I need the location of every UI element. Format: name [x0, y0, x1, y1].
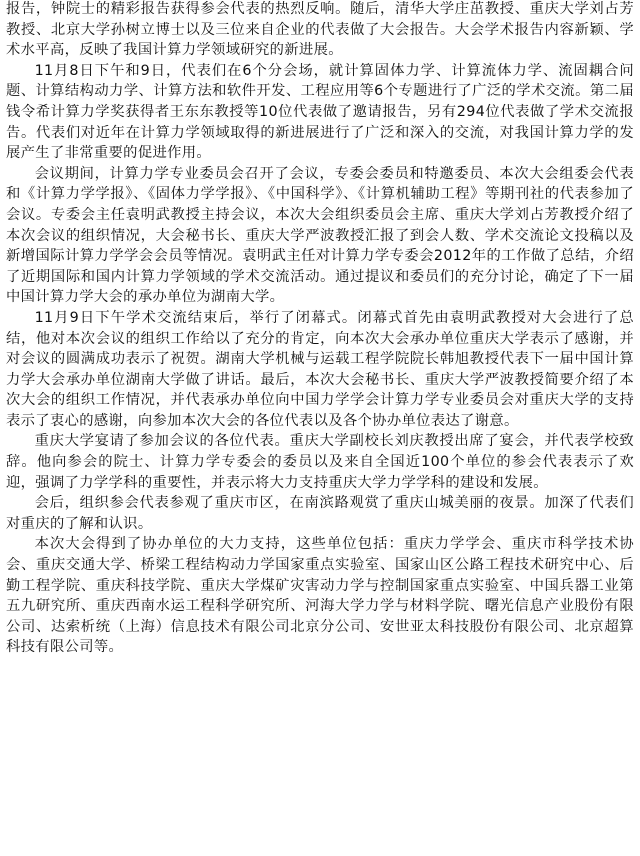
paragraph-committee-meeting: 会议期间，计算力学专业委员会召开了会议，专委会委员和特邀委员、本次大会组委会代表和《计算力学学报》、《固体力学学报》、《中国科学》、《计算机辅助工程》等期刊社的代表参加了会议。专委会主任袁明武教授主持会议，本次大会组织委员会主席、重庆大学刘占芳教授介绍了本次会议的组织情况，大会秘书长、重庆大学严波教授汇报了到会人数、学术交流论文投稿以及新增国际计算力学学会会员等情况。袁明武主任对计算力学专委会2012年的工作做了总结，介绍了近期国际和国内计算力学领域的学术交流活动。通过提议和委员们的充分讨论，确定了下一届中国计算力学大会的承办单位为湖南大学。 [6, 165, 634, 306]
paragraph-closing-ceremony: 11月9日下午学术交流结束后，举行了闭幕式。闭幕式首先由袁明武教授对大会进行了总结，他对本次会议的组织工作给以了充分的肯定，向本次大会承办单位重庆大学表示了感谢，并对会议的圆满成功表示了祝贺。湖南大学机械与运载工程学院院长韩旭教授代表下一届中国计算力学大会承办单位湖南大学做了讲话。最后，本次大会秘书长、重庆大学严波教授简要介绍了本次大会的组织工作情况，并代表承办单位向中国力学学会计算力学专业委员会对重庆大学的支持表示了衷心的感谢，向参加本次大会的各位代表以及各个协办单位表达了谢意。 [6, 309, 634, 429]
paragraph-city-tour: 会后，组织参会代表参观了重庆市区，在南滨路观赏了重庆山城美丽的夜景。加深了代表们对重庆的了解和认识。 [6, 495, 634, 532]
paragraph-banquet: 重庆大学宴请了参加会议的各位代表。重庆大学副校长刘庆教授出席了宴会，并代表学校致辞。他向参会的院士、计算力学专委会的委员以及来自全国近100个单位的参会代表表示了欢迎，强调了力学学科的重要性，并表示将大力支持重庆大学力学学科的建设和发展。 [6, 433, 634, 491]
paragraph-parallel-sessions: 11月8日下午和9日，代表们在6个分会场，就计算固体力学、计算流体力学、流固耦合问题、计算结构动力学、计算方法和软件开发、工程应用等6个专题进行了广泛的学术交流。第二届钱令希计算力学奖获得者王东东教授等10位代表做了邀请报告，另有294位代表做了学术交流报告。代表们对近年在计算力学领域取得的新进展进行了广泛和深入的交流，对我国计算力学的发展产生了非常重要的促进作用。 [6, 62, 634, 162]
paragraph-sponsors: 本次大会得到了协办单位的大力支持，这些单位包括：重庆力学学会、重庆市科学技术协会、重庆交通大学、桥梁工程结构动力学国家重点实验室、国家山区公路工程技术研究中心、后勤工程学院、重庆科技学院、重庆大学煤矿灾害动力学与控制国家重点实验室、中国兵器工业第五九研究所、重庆西南水运工程科学研究所、河海大学力学与材料学院、曙光信息产业股份有限公司、达索析统（上海）信息技术有限公司北京分公司、安世亚太科技股份有限公司、北京超算科技有限公司等。 [6, 536, 634, 656]
paragraph-reports-summary: 报告，钟院士的精彩报告获得参会代表的热烈反响。随后，清华大学庄茁教授、重庆大学刘占芳教授、北京大学孙树立博士以及三位来自企业的代表做了大会报告。大会学术报告内容新颖、学术水平高，反映了我国计算力学领域研究的新进展。 [6, 1, 634, 59]
